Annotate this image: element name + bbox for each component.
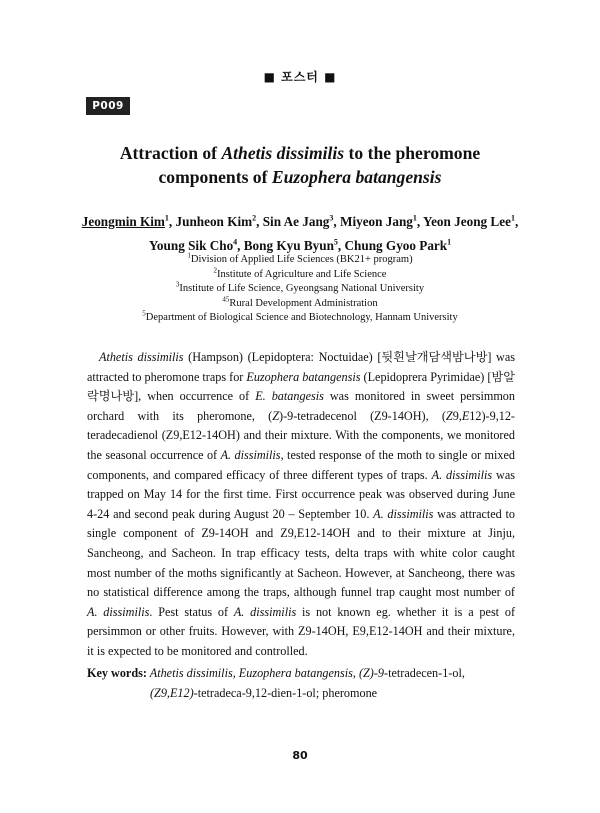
affiliation-item: $^3$Institute of Life Science, Gyeongsang National University bbox=[175, 280, 425, 294]
keywords-block: Key words: Athetis dissimilis, Euzophera batangensis, (Z)-9-tetradecen-1-ol, (Z9,E12)-tetradeca-9,12-dien-1-ol; pheromone bbox=[87, 664, 517, 703]
author-line-2: Young Sik Cho$^4$, Bong Kyu Byun$^5$, Chung Gyoo Park$^1$ bbox=[148, 237, 452, 253]
author-name: Sin Ae Jang bbox=[262, 214, 330, 229]
author-line-1: Jeongmin Kim$^1$, Junheon Kim$^2$, Sin Ae Jang$^3$, Miyeon Jang$^1$, Yeon Jeong Lee$^1$, bbox=[81, 213, 519, 229]
author-name: Young Sik Cho bbox=[148, 238, 234, 253]
keywords-label: Key words: bbox=[87, 666, 147, 680]
affiliation-item: $^2$Institute of Agriculture and Life Science bbox=[213, 266, 387, 280]
author-name: Jeongmin Kim bbox=[81, 214, 165, 229]
affiliation-item: $^5$Department of Biological Science and Biotechnology, Hannam University bbox=[142, 309, 458, 323]
author-affiliation-mark: 1 bbox=[164, 213, 169, 223]
author-affiliation-mark: 3 bbox=[329, 213, 334, 223]
author-affiliation-mark: 2 bbox=[252, 213, 257, 223]
author-affiliation-mark: 1 bbox=[510, 213, 515, 223]
page-number: 80 bbox=[292, 749, 308, 762]
affiliation-item: $^{45}$Rural Development Administration bbox=[222, 295, 378, 309]
author-affiliation-mark: 1 bbox=[447, 237, 452, 247]
keywords-line-2: (Z9,E12)-tetradeca-9,12-dien-1-ol; pheromone bbox=[150, 685, 378, 700]
author-name: Junheon Kim bbox=[175, 214, 253, 229]
keywords-species: Athetis dissimilis, Euzophera batangensis, (Z)-9 bbox=[146, 666, 385, 680]
affiliation-list bbox=[0, 253, 600, 326]
author-name: Yeon Jeong Lee bbox=[423, 214, 511, 229]
author-name: Chung Gyoo Park bbox=[344, 238, 448, 253]
author-list bbox=[0, 210, 600, 258]
paper-title bbox=[0, 141, 600, 189]
poster-code-badge: P009 bbox=[86, 97, 130, 115]
author-affiliation-mark: 1 bbox=[412, 213, 417, 223]
abstract-paragraph: Athetis dissimilis (Hampson) (Lepidoptera: Noctuidae) [뒷흰날개담색밤나방] was attracted to pheromone traps for Euzophera batangensis (Lepidoprera Pyrimidae) [밤알락명나방], when occurrence of E. batangesis was monitored in sweet persimmon orchard with its pheromone, (Z)-9-tetradecenol (Z9-14OH), (Z9,E12)-9,12-teradecadienol (Z9,E12-14OH) and their mixture. With the components, we monitored the seasonal occurrence of A. dissimilis, tested response of the moth to single or mixed components, and compared efficacy of three different types of traps. A. dissimilis was trapped on May 14 for the first time. First occurrence peak was observed during June 4-24 and second peak during August 20 – September 10. A. dissimilis was attracted to single component of Z9-14OH and Z9,E12-14OH and to their mixture at Jinju, Sancheong, and Sacheon. In trap efficacy tests, delta traps with white color caught most number of the moths significantly at Sacheon. However, at Sancheong, there was no statistical difference among the traps, although funnel trap caught most number of A. dissimilis. Pest status of A. dissimilis is not known eg. whether it is a pest of persimmon or other fruits. However, with Z9-14OH, E9,E12-14OH and their mixture, it is expected to be monitored and controlled. bbox=[87, 350, 516, 658]
author-name: Bong Kyu Byun bbox=[243, 238, 334, 253]
author-name: Miyeon Jang bbox=[340, 214, 413, 229]
affiliation-item: $^1$Division of Applied Life Sciences (BK21+ program) bbox=[187, 251, 413, 265]
title-line-1: Attraction of Athetis dissimilis to the pheromone bbox=[119, 143, 481, 163]
section-header: ■ 포스터 ■ bbox=[263, 70, 337, 84]
author-affiliation-mark: 5 bbox=[333, 237, 338, 247]
title-line-2: components of Euzophera batangensis bbox=[158, 167, 442, 187]
author-affiliation-mark: 4 bbox=[233, 237, 238, 247]
